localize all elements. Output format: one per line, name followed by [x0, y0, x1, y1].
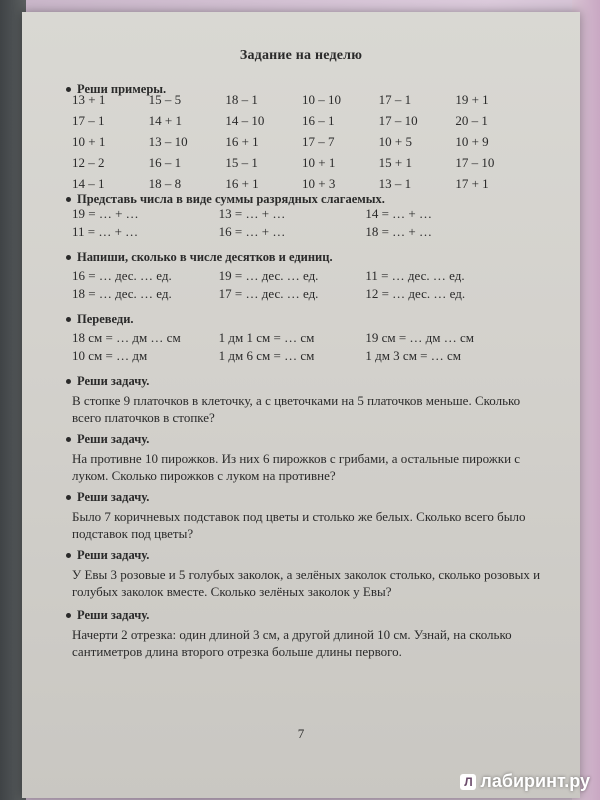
example-item: 17 – 1	[378, 92, 412, 107]
example-item: 16 – 1	[148, 155, 182, 170]
task-text: На противне 10 пирожков. Из них 6 пирожков с грибами, а остальные пирожки с луком. Сколько пирожков с луком на противне?	[72, 451, 521, 483]
place-value-item: 18 = … + …	[365, 224, 432, 239]
examples-grid	[72, 92, 532, 192]
convert-row	[72, 330, 512, 346]
example-item: 16 + 1	[225, 176, 259, 191]
example-item: 15 + 1	[378, 155, 412, 170]
tens-units-item: 16 = … дес. … ед.	[72, 268, 172, 283]
example-item: 10 + 3	[301, 176, 336, 191]
task-heading	[66, 432, 149, 447]
section-heading-text: Представь числа в виде суммы разрядных слагаемых.	[77, 192, 385, 206]
example-item: 14 + 1	[148, 113, 182, 128]
section-heading-place-value	[66, 192, 385, 207]
bullet-icon	[66, 437, 71, 442]
convert-item: 1 дм 1 см = … см	[218, 330, 315, 345]
example-item: 17 + 1	[455, 176, 489, 191]
section-heading-convert	[66, 312, 134, 327]
tens-units-item: 11 = … дес. … ед.	[365, 268, 465, 283]
example-item: 14 – 1	[72, 176, 105, 191]
task-heading-text: Реши задачу.	[77, 432, 150, 446]
bullet-icon	[66, 553, 71, 558]
example-item: 10 – 10	[301, 92, 341, 107]
convert-item: 1 дм 3 см = … см	[365, 348, 461, 363]
section-heading-text: Реши примеры.	[77, 82, 167, 96]
example-item: 10 + 1	[72, 134, 106, 149]
task-text: В стопке 9 платочков в клеточку, а с цветочками на 5 платочков меньше. Сколько всего платочков в стопке?	[72, 393, 521, 425]
example-item: 13 + 1	[72, 92, 106, 107]
convert-item: 1 дм 6 см = … см	[218, 348, 315, 363]
example-item: 15 – 1	[225, 155, 258, 170]
place-value-item: 16 = … + …	[218, 224, 286, 239]
task-heading	[66, 490, 149, 505]
place-value-item: 14 = … + …	[365, 206, 432, 221]
place-value-row	[72, 224, 512, 240]
tens-units-row	[72, 286, 512, 302]
task-text: Начерти 2 отрезка: один длиной 3 см, а другой длиной 10 см. Узнай, на сколько сантиметров длина второго отрезка больше длины первого.	[72, 627, 512, 659]
task-heading	[66, 608, 149, 623]
convert-item: 18 см = … дм … см	[72, 330, 181, 345]
place-value-item: 11 = … + …	[72, 224, 139, 239]
bullet-icon	[66, 613, 71, 618]
watermark-text: лабиринт.ру	[480, 771, 590, 791]
watermark-logo	[460, 771, 590, 792]
tens-units-item: 18 = … дес. … ед.	[72, 286, 172, 301]
convert-item: 19 см = … дм … см	[365, 330, 474, 345]
task-text: У Евы 3 розовые и 5 голубых заколок, а зелёных заколок столько, сколько розовых и голубых заколок вместе. Сколько зелёных заколок у Евы?	[72, 567, 541, 599]
place-value-item: 13 = … + …	[218, 206, 286, 221]
example-item: 12 – 2	[72, 155, 105, 170]
convert-item: 10 см = … дм	[72, 348, 148, 363]
example-item: 18 – 1	[225, 92, 258, 107]
example-item: 17 – 10	[378, 113, 418, 128]
example-item: 15 – 5	[148, 92, 182, 107]
example-item: 13 – 1	[378, 176, 412, 191]
task-text: Было 7 коричневых подставок под цветы и столько же белых. Сколько всего было подставок под цветы?	[72, 509, 526, 541]
convert-row	[72, 348, 512, 364]
bullet-icon	[66, 255, 71, 260]
worksheet-page	[22, 12, 580, 798]
tens-units-item: 12 = … дес. … ед.	[365, 286, 466, 301]
page-title: Задание на неделю	[239, 48, 363, 63]
example-item: 13 – 10	[148, 134, 188, 149]
section-heading-text: Напиши, сколько в числе десятков и единиц.	[77, 250, 333, 264]
page-number: 7	[297, 726, 305, 741]
tens-units-item: 19 = … дес. … ед.	[218, 268, 319, 283]
example-item: 20 – 1	[455, 113, 488, 128]
bullet-icon	[66, 317, 71, 322]
section-heading-tens-units	[66, 250, 333, 265]
bullet-icon	[66, 379, 71, 384]
task-heading-text: Реши задачу.	[77, 490, 150, 504]
bullet-icon	[66, 197, 71, 202]
example-item: 16 + 1	[225, 134, 259, 149]
task-heading	[66, 374, 149, 389]
example-item: 19 + 1	[455, 92, 489, 107]
example-item: 10 + 1	[301, 155, 336, 170]
section-heading-text: Переведи.	[77, 312, 134, 326]
example-item: 10 + 9	[455, 134, 489, 149]
bullet-icon	[66, 87, 71, 92]
example-item: 14 – 10	[225, 113, 265, 128]
example-item: 10 + 5	[378, 134, 412, 149]
task-heading-text: Реши задачу.	[77, 374, 150, 388]
task-heading-text: Реши задачу.	[77, 548, 150, 562]
tens-units-item: 17 = … дес. … ед.	[218, 286, 319, 301]
example-item: 17 – 1	[72, 113, 105, 128]
labirint-icon: Л	[460, 774, 476, 790]
place-value-row	[72, 206, 512, 222]
example-item: 16 – 1	[301, 113, 335, 128]
task-heading	[66, 548, 149, 563]
example-item: 17 – 7	[301, 134, 335, 149]
task-heading-text: Реши задачу.	[77, 608, 150, 622]
example-item: 17 – 10	[455, 155, 495, 170]
example-item: 18 – 8	[148, 176, 182, 191]
place-value-item: 19 = … + …	[72, 206, 139, 221]
tens-units-row	[72, 268, 512, 284]
bullet-icon	[66, 495, 71, 500]
